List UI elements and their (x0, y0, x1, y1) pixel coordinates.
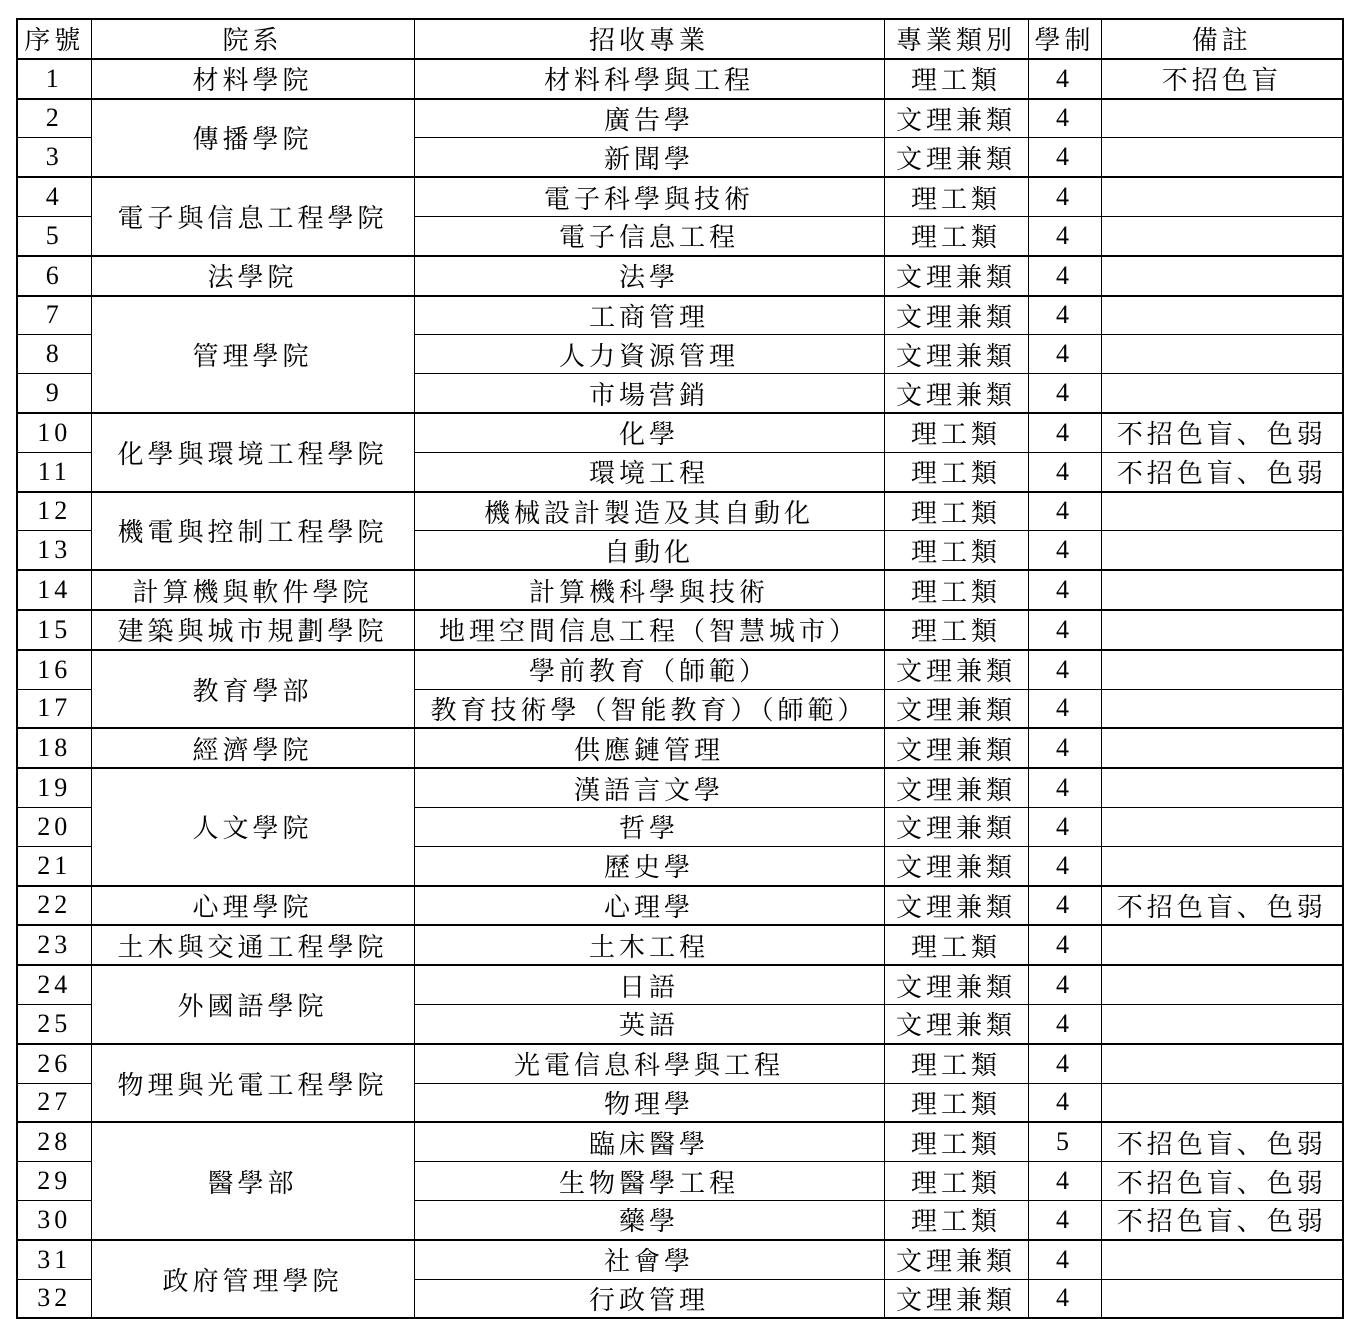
serial-cell: 8 (17, 335, 91, 374)
serial-cell: 1 (17, 59, 91, 99)
duration-cell: 5 (1028, 1122, 1101, 1161)
college-cell: 物理與光電工程學院 (91, 1044, 414, 1123)
serial-cell: 17 (17, 689, 91, 728)
major-cell: 供應鏈管理 (414, 728, 884, 768)
duration-cell: 4 (1028, 256, 1101, 296)
category-cell: 文理兼類 (884, 689, 1028, 728)
column-header-college: 院系 (91, 19, 414, 59)
duration-cell: 4 (1028, 1162, 1101, 1201)
serial-cell: 32 (17, 1279, 91, 1318)
major-cell: 臨床醫學 (414, 1122, 884, 1161)
duration-cell: 4 (1028, 492, 1101, 531)
serial-cell: 31 (17, 1240, 91, 1279)
serial-cell: 25 (17, 1004, 91, 1043)
serial-cell: 12 (17, 492, 91, 531)
duration-cell: 4 (1028, 531, 1101, 570)
note-cell (1101, 570, 1343, 610)
duration-cell: 4 (1028, 1200, 1101, 1239)
category-cell: 文理兼類 (884, 768, 1028, 807)
table-row (17, 1240, 1343, 1279)
serial-cell: 20 (17, 807, 91, 846)
duration-cell: 4 (1028, 1279, 1101, 1318)
major-cell: 人力資源管理 (414, 335, 884, 374)
note-cell (1101, 1004, 1343, 1043)
category-cell: 文理兼類 (884, 650, 1028, 689)
category-cell: 文理兼類 (884, 138, 1028, 177)
major-cell: 新聞學 (414, 138, 884, 177)
major-cell: 歷史學 (414, 846, 884, 885)
duration-cell: 4 (1028, 99, 1101, 138)
note-cell: 不招色盲、色弱 (1101, 886, 1343, 926)
admissions-table (16, 18, 1344, 1319)
serial-cell: 24 (17, 965, 91, 1004)
duration-cell: 4 (1028, 1044, 1101, 1083)
category-cell: 文理兼類 (884, 1004, 1028, 1043)
major-cell: 材料科學與工程 (414, 59, 884, 99)
category-cell: 文理兼類 (884, 807, 1028, 846)
category-cell: 文理兼類 (884, 99, 1028, 138)
serial-cell: 26 (17, 1044, 91, 1083)
duration-cell: 4 (1028, 965, 1101, 1004)
duration-cell: 4 (1028, 452, 1101, 491)
major-cell: 行政管理 (414, 1279, 884, 1318)
duration-cell: 4 (1028, 1004, 1101, 1043)
major-cell: 哲學 (414, 807, 884, 846)
duration-cell: 4 (1028, 216, 1101, 255)
college-cell: 教育學部 (91, 650, 414, 729)
category-cell: 理工類 (884, 452, 1028, 491)
college-cell: 外國語學院 (91, 965, 414, 1044)
category-cell: 理工類 (884, 177, 1028, 216)
duration-cell: 4 (1028, 689, 1101, 728)
category-cell: 文理兼類 (884, 886, 1028, 926)
duration-cell: 4 (1028, 728, 1101, 768)
duration-cell: 4 (1028, 296, 1101, 335)
duration-cell: 4 (1028, 768, 1101, 807)
major-cell: 生物醫學工程 (414, 1162, 884, 1201)
duration-cell: 4 (1028, 1240, 1101, 1279)
table-row (17, 256, 1343, 296)
note-cell (1101, 1279, 1343, 1318)
note-cell (1101, 492, 1343, 531)
major-cell: 法學 (414, 256, 884, 296)
table-row (17, 610, 1343, 650)
category-cell: 文理兼類 (884, 846, 1028, 885)
table-row (17, 965, 1343, 1004)
note-cell (1101, 99, 1343, 138)
college-cell: 醫學部 (91, 1122, 414, 1239)
note-cell (1101, 807, 1343, 846)
major-cell: 電子科學與技術 (414, 177, 884, 216)
major-cell: 工商管理 (414, 296, 884, 335)
college-cell: 化學與環境工程學院 (91, 413, 414, 492)
table-row (17, 886, 1343, 926)
note-cell (1101, 138, 1343, 177)
serial-cell: 13 (17, 531, 91, 570)
duration-cell: 4 (1028, 59, 1101, 99)
note-cell (1101, 216, 1343, 255)
serial-cell: 30 (17, 1200, 91, 1239)
major-cell: 漢語言文學 (414, 768, 884, 807)
major-cell: 社會學 (414, 1240, 884, 1279)
category-cell: 文理兼類 (884, 374, 1028, 413)
duration-cell: 4 (1028, 335, 1101, 374)
serial-cell: 28 (17, 1122, 91, 1161)
serial-cell: 16 (17, 650, 91, 689)
note-cell (1101, 650, 1343, 689)
category-cell: 理工類 (884, 531, 1028, 570)
note-cell (1101, 531, 1343, 570)
note-cell (1101, 846, 1343, 885)
major-cell: 自動化 (414, 531, 884, 570)
college-cell: 計算機與軟件學院 (91, 570, 414, 610)
serial-cell: 3 (17, 138, 91, 177)
note-cell: 不招色盲、色弱 (1101, 1122, 1343, 1161)
major-cell: 電子信息工程 (414, 216, 884, 255)
major-cell: 地理空間信息工程（智慧城市） (414, 610, 884, 650)
category-cell: 理工類 (884, 1162, 1028, 1201)
college-cell: 管理學院 (91, 296, 414, 413)
column-header-category: 專業類別 (884, 19, 1028, 59)
category-cell: 理工類 (884, 1044, 1028, 1083)
major-cell: 化學 (414, 413, 884, 452)
major-cell: 物理學 (414, 1083, 884, 1122)
major-cell: 學前教育（師範） (414, 650, 884, 689)
table-row (17, 177, 1343, 216)
note-cell (1101, 335, 1343, 374)
column-header-duration: 學制 (1028, 19, 1101, 59)
duration-cell: 4 (1028, 1083, 1101, 1122)
note-cell (1101, 965, 1343, 1004)
major-cell: 教育技術學（智能教育）（師範） (414, 689, 884, 728)
serial-cell: 19 (17, 768, 91, 807)
table-row (17, 1122, 1343, 1161)
duration-cell: 4 (1028, 610, 1101, 650)
major-cell: 計算機科學與技術 (414, 570, 884, 610)
college-cell: 機電與控制工程學院 (91, 492, 414, 571)
header-row (17, 19, 1343, 59)
major-cell: 環境工程 (414, 452, 884, 491)
category-cell: 理工類 (884, 925, 1028, 965)
major-cell: 心理學 (414, 886, 884, 926)
major-cell: 機械設計製造及其自動化 (414, 492, 884, 531)
note-cell (1101, 177, 1343, 216)
serial-cell: 27 (17, 1083, 91, 1122)
serial-cell: 4 (17, 177, 91, 216)
table-row (17, 650, 1343, 689)
category-cell: 文理兼類 (884, 965, 1028, 1004)
serial-cell: 15 (17, 610, 91, 650)
college-cell: 土木與交通工程學院 (91, 925, 414, 965)
note-cell (1101, 728, 1343, 768)
serial-cell: 18 (17, 728, 91, 768)
major-cell: 光電信息科學與工程 (414, 1044, 884, 1083)
serial-cell: 22 (17, 886, 91, 926)
category-cell: 理工類 (884, 610, 1028, 650)
category-cell: 文理兼類 (884, 728, 1028, 768)
table-row (17, 570, 1343, 610)
table-row (17, 296, 1343, 335)
serial-cell: 14 (17, 570, 91, 610)
table-row (17, 1044, 1343, 1083)
serial-cell: 29 (17, 1162, 91, 1201)
column-header-note: 備註 (1101, 19, 1343, 59)
major-cell: 英語 (414, 1004, 884, 1043)
serial-cell: 9 (17, 374, 91, 413)
column-header-no: 序號 (17, 19, 91, 59)
note-cell (1101, 925, 1343, 965)
college-cell: 傳播學院 (91, 99, 414, 178)
serial-cell: 10 (17, 413, 91, 452)
major-cell: 土木工程 (414, 925, 884, 965)
duration-cell: 4 (1028, 570, 1101, 610)
serial-cell: 7 (17, 296, 91, 335)
duration-cell: 4 (1028, 846, 1101, 885)
serial-cell: 11 (17, 452, 91, 491)
serial-cell: 2 (17, 99, 91, 138)
note-cell (1101, 768, 1343, 807)
major-cell: 藥學 (414, 1200, 884, 1239)
duration-cell: 4 (1028, 650, 1101, 689)
note-cell (1101, 296, 1343, 335)
table-row (17, 59, 1343, 99)
table-row (17, 728, 1343, 768)
table-row (17, 768, 1343, 807)
college-cell: 法學院 (91, 256, 414, 296)
category-cell: 理工類 (884, 216, 1028, 255)
serial-cell: 5 (17, 216, 91, 255)
note-cell: 不招色盲、色弱 (1101, 452, 1343, 491)
category-cell: 理工類 (884, 1083, 1028, 1122)
note-cell (1101, 1240, 1343, 1279)
college-cell: 人文學院 (91, 768, 414, 885)
serial-cell: 21 (17, 846, 91, 885)
serial-cell: 6 (17, 256, 91, 296)
duration-cell: 4 (1028, 807, 1101, 846)
category-cell: 文理兼類 (884, 1240, 1028, 1279)
category-cell: 文理兼類 (884, 1279, 1028, 1318)
college-cell: 政府管理學院 (91, 1240, 414, 1319)
note-cell (1101, 256, 1343, 296)
category-cell: 理工類 (884, 570, 1028, 610)
note-cell (1101, 1083, 1343, 1122)
major-cell: 市場营銷 (414, 374, 884, 413)
duration-cell: 4 (1028, 374, 1101, 413)
major-cell: 日語 (414, 965, 884, 1004)
table-row (17, 492, 1343, 531)
duration-cell: 4 (1028, 138, 1101, 177)
category-cell: 文理兼類 (884, 335, 1028, 374)
note-cell (1101, 689, 1343, 728)
major-cell: 廣告學 (414, 99, 884, 138)
category-cell: 理工類 (884, 1122, 1028, 1161)
duration-cell: 4 (1028, 413, 1101, 452)
serial-cell: 23 (17, 925, 91, 965)
duration-cell: 4 (1028, 886, 1101, 926)
college-cell: 電子與信息工程學院 (91, 177, 414, 256)
table-row (17, 413, 1343, 452)
category-cell: 文理兼類 (884, 296, 1028, 335)
note-cell (1101, 1044, 1343, 1083)
note-cell: 不招色盲、色弱 (1101, 1200, 1343, 1239)
category-cell: 理工類 (884, 413, 1028, 452)
duration-cell: 4 (1028, 177, 1101, 216)
column-header-major: 招收專業 (414, 19, 884, 59)
note-cell: 不招色盲、色弱 (1101, 413, 1343, 452)
college-cell: 建築與城市規劃學院 (91, 610, 414, 650)
duration-cell: 4 (1028, 925, 1101, 965)
college-cell: 心理學院 (91, 886, 414, 926)
category-cell: 理工類 (884, 59, 1028, 99)
admissions-table-container (16, 18, 1344, 1319)
table-row (17, 99, 1343, 138)
note-cell: 不招色盲、色弱 (1101, 1162, 1343, 1201)
note-cell: 不招色盲 (1101, 59, 1343, 99)
category-cell: 理工類 (884, 1200, 1028, 1239)
table-row (17, 925, 1343, 965)
category-cell: 文理兼類 (884, 256, 1028, 296)
college-cell: 經濟學院 (91, 728, 414, 768)
college-cell: 材料學院 (91, 59, 414, 99)
category-cell: 理工類 (884, 492, 1028, 531)
note-cell (1101, 610, 1343, 650)
note-cell (1101, 374, 1343, 413)
